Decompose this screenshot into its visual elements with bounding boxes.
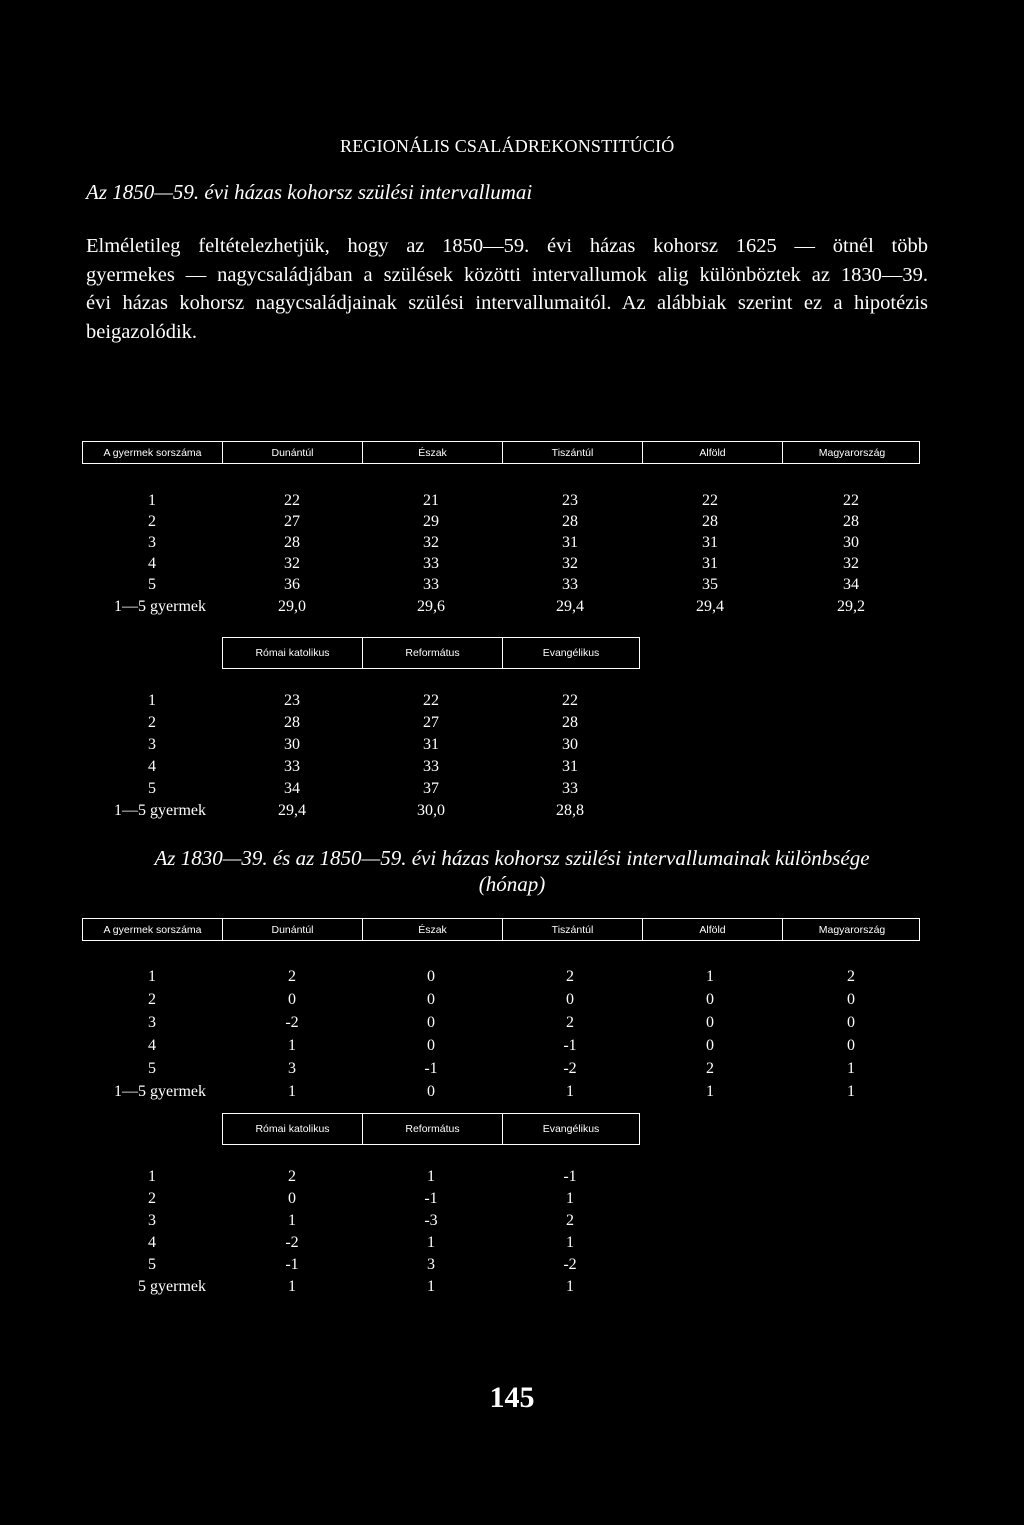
table-row-total <box>0 800 1024 821</box>
table-cell: 1 <box>847 1060 855 1077</box>
table-cell: 28 <box>284 534 300 551</box>
table-cell: 1 <box>566 1190 574 1207</box>
table4-header-cell: Evangélikus <box>542 1123 600 1135</box>
table-cell: 0 <box>427 1083 435 1100</box>
table-row <box>0 1210 1024 1231</box>
table-cell: 0 <box>427 1037 435 1054</box>
table-row <box>0 756 1024 777</box>
table-cell: -1 <box>285 1256 299 1273</box>
table-cell: 23 <box>284 692 300 709</box>
table-cell: 30 <box>562 736 578 753</box>
row-label: 1 <box>148 692 156 709</box>
table1-header-cell: Dunántúl <box>223 442 363 463</box>
table3-header-cell: A gyermek sorszáma <box>83 919 223 940</box>
table-cell: -1 <box>424 1060 438 1077</box>
row-label: 1—5 gyermek <box>114 1083 206 1100</box>
body-line: évi házas kohorsz nagycsaládjainak szülési intervallumaitól. Az alábbiak szerint ez a hipotézis <box>86 292 928 315</box>
table-cell: 0 <box>847 1037 855 1054</box>
body-line: gyermekes — nagycsaládjában a szülések közötti intervallumok alig különböztek az 1830—39. <box>86 263 928 286</box>
table2-header-cell: Római katolikus <box>223 638 363 668</box>
table-cell: 23 <box>562 492 578 509</box>
table-row <box>0 574 1024 595</box>
table-cell: 1 <box>847 1083 855 1100</box>
row-label: 3 <box>148 736 156 753</box>
row-label: 5 <box>148 1060 156 1077</box>
row-label: 3 <box>148 534 156 551</box>
table-cell: 2 <box>288 1168 296 1185</box>
table-cell: 31 <box>562 758 578 775</box>
table-cell: -2 <box>285 1014 299 1031</box>
row-label: 2 <box>148 714 156 731</box>
table-cell: 0 <box>566 991 574 1008</box>
table-cell: 2 <box>566 1212 574 1229</box>
table-cell: 29,0 <box>278 598 306 615</box>
table-cell: 0 <box>706 1037 714 1054</box>
table3-header-cell: Észak <box>363 919 503 940</box>
table3-header-cell: Dunántúl <box>223 919 363 940</box>
table-cell: 31 <box>423 736 439 753</box>
table-cell: 2 <box>566 1014 574 1031</box>
table-row <box>0 778 1024 799</box>
table-cell: -3 <box>424 1212 438 1229</box>
table-row <box>0 1012 1024 1033</box>
row-label: 1 <box>148 1168 156 1185</box>
table-cell: 31 <box>702 555 718 572</box>
table-cell: 35 <box>702 576 718 593</box>
table-cell: 30 <box>284 736 300 753</box>
table-cell: 1 <box>566 1234 574 1251</box>
table-cell: 2 <box>288 968 296 985</box>
table-cell: 29,4 <box>556 598 584 615</box>
table-cell: 1 <box>427 1278 435 1295</box>
table2-header-cell: Evangélikus <box>542 647 600 659</box>
row-label: 4 <box>148 1234 156 1251</box>
row-label: 4 <box>148 555 156 572</box>
table1-header-cell: Észak <box>363 442 503 463</box>
table-cell: 0 <box>427 968 435 985</box>
table-cell: 30 <box>843 534 859 551</box>
row-label: 3 <box>148 1014 156 1031</box>
table-cell: 1 <box>706 1083 714 1100</box>
table-cell: 34 <box>843 576 859 593</box>
table-cell: -2 <box>563 1256 577 1273</box>
table-cell: 1 <box>566 1278 574 1295</box>
table-row-total <box>0 1081 1024 1102</box>
table-row <box>0 1254 1024 1275</box>
table-cell: 28 <box>562 513 578 530</box>
table-row <box>0 553 1024 574</box>
table1-header-cell: Tiszántúl <box>503 442 643 463</box>
table-row <box>0 1188 1024 1209</box>
caption-line: Az 1830—39. és az 1850—59. évi házas kohorsz szülési intervallumainak különbsége <box>154 846 870 870</box>
table-row <box>0 490 1024 511</box>
table-cell: 31 <box>702 534 718 551</box>
table4-header-cell: Református <box>363 1114 503 1144</box>
table-cell: -2 <box>563 1060 577 1077</box>
table-row <box>0 1058 1024 1079</box>
body-line: Elméletileg feltételezhetjük, hogy az 1850—59. évi házas kohorsz 1625 — ötnél több <box>86 235 928 257</box>
table-cell: 28 <box>702 513 718 530</box>
table-cell: 29 <box>423 513 439 530</box>
table-cell: 22 <box>423 692 439 709</box>
row-label: 2 <box>148 1190 156 1207</box>
table-row <box>0 734 1024 755</box>
table2-header-cell: Református <box>363 638 503 668</box>
table-cell: 32 <box>284 555 300 572</box>
table-row <box>0 532 1024 553</box>
table-cell: 29,4 <box>696 598 724 615</box>
table-row <box>0 989 1024 1010</box>
row-label: 3 <box>148 1212 156 1229</box>
table-cell: 2 <box>706 1060 714 1077</box>
table1-header <box>82 441 920 464</box>
table-cell: 29,6 <box>417 598 445 615</box>
row-label: 5 <box>148 780 156 797</box>
table2-header <box>222 637 640 669</box>
table-cell: 1 <box>706 968 714 985</box>
table-row <box>0 690 1024 711</box>
table-row-total <box>0 596 1024 617</box>
row-label: 2 <box>148 991 156 1008</box>
table-cell: -2 <box>285 1234 299 1251</box>
table-cell: 22 <box>702 492 718 509</box>
table-cell: 32 <box>843 555 859 572</box>
table-cell: 28 <box>843 513 859 530</box>
table-cell: 27 <box>423 714 439 731</box>
table-cell: 2 <box>566 968 574 985</box>
table-cell: 0 <box>706 991 714 1008</box>
table-cell: 36 <box>284 576 300 593</box>
table-row <box>0 1166 1024 1187</box>
table3-header-cell: Tiszántúl <box>503 919 643 940</box>
table-cell: 30,0 <box>417 802 445 819</box>
table-cell: 0 <box>706 1014 714 1031</box>
table-cell: 32 <box>562 555 578 572</box>
table-row-total <box>0 1276 1024 1297</box>
table-cell: 1 <box>288 1278 296 1295</box>
table-cell: 27 <box>284 513 300 530</box>
row-label: 1 <box>148 968 156 985</box>
table3-header <box>82 918 920 941</box>
table4-header-cell: Római katolikus <box>223 1114 363 1144</box>
table-cell: 1 <box>427 1234 435 1251</box>
table-cell: 31 <box>562 534 578 551</box>
row-label: 5 gyermek <box>138 1278 206 1295</box>
table-row <box>0 1232 1024 1253</box>
table-cell: -1 <box>563 1037 577 1054</box>
table4-header <box>222 1113 640 1145</box>
table-row <box>0 712 1024 733</box>
table-cell: 21 <box>423 492 439 509</box>
table-cell: 28,8 <box>556 802 584 819</box>
table-cell: 22 <box>284 492 300 509</box>
table-cell: 34 <box>284 780 300 797</box>
table-cell: 1 <box>288 1037 296 1054</box>
table-cell: -1 <box>563 1168 577 1185</box>
table-cell: 29,4 <box>278 802 306 819</box>
table-cell: 0 <box>427 991 435 1008</box>
table-cell: 32 <box>423 534 439 551</box>
row-label: 2 <box>148 513 156 530</box>
table-cell: 0 <box>288 991 296 1008</box>
table-cell: 28 <box>284 714 300 731</box>
table-cell: 33 <box>562 576 578 593</box>
row-label: 5 <box>148 576 156 593</box>
table-cell: 22 <box>843 492 859 509</box>
table-cell: 1 <box>566 1083 574 1100</box>
row-label: 5 <box>148 1256 156 1273</box>
table-cell: 0 <box>847 1014 855 1031</box>
table-cell: 0 <box>427 1014 435 1031</box>
table-cell: 2 <box>847 968 855 985</box>
table-cell: 29,2 <box>837 598 865 615</box>
table-cell: 28 <box>562 714 578 731</box>
table-cell: 33 <box>423 758 439 775</box>
body-line: beigazolódik. <box>86 321 198 344</box>
caption-line: (hónap) <box>478 872 546 896</box>
table-cell: 1 <box>427 1168 435 1185</box>
table1-header-cell: Magyarország <box>818 446 886 459</box>
table-caption <box>0 845 1024 897</box>
table-cell: 1 <box>288 1083 296 1100</box>
table-cell: 3 <box>427 1256 435 1273</box>
table3-header-cell: Alföld <box>643 919 783 940</box>
table-row <box>0 511 1024 532</box>
row-label: 4 <box>148 1037 156 1054</box>
table-cell: 33 <box>423 576 439 593</box>
table-cell: 33 <box>423 555 439 572</box>
table-cell: 3 <box>288 1060 296 1077</box>
table-cell: 37 <box>423 780 439 797</box>
row-label: 4 <box>148 758 156 775</box>
table-cell: 22 <box>562 692 578 709</box>
body-paragraph <box>86 232 928 347</box>
table3-header-cell: Magyarország <box>818 923 886 936</box>
page-number: 145 <box>489 1381 535 1414</box>
table1-header-cell: A gyermek sorszáma <box>83 442 223 463</box>
row-label: 1—5 gyermek <box>114 598 206 615</box>
table-row <box>0 1035 1024 1056</box>
section-title: Az 1850—59. évi házas kohorsz szülési intervallumai <box>86 180 533 204</box>
table-cell: 0 <box>288 1190 296 1207</box>
table-cell: 33 <box>284 758 300 775</box>
running-head: REGIONÁLIS CSALÁDREKONSTITÚCIÓ <box>340 136 675 156</box>
table-row <box>0 966 1024 987</box>
table1-header-cell: Alföld <box>643 442 783 463</box>
table-cell: 1 <box>288 1212 296 1229</box>
table-cell: 0 <box>847 991 855 1008</box>
row-label: 1—5 gyermek <box>114 802 206 819</box>
row-label: 1 <box>148 492 156 509</box>
table-cell: -1 <box>424 1190 438 1207</box>
table-cell: 33 <box>562 780 578 797</box>
